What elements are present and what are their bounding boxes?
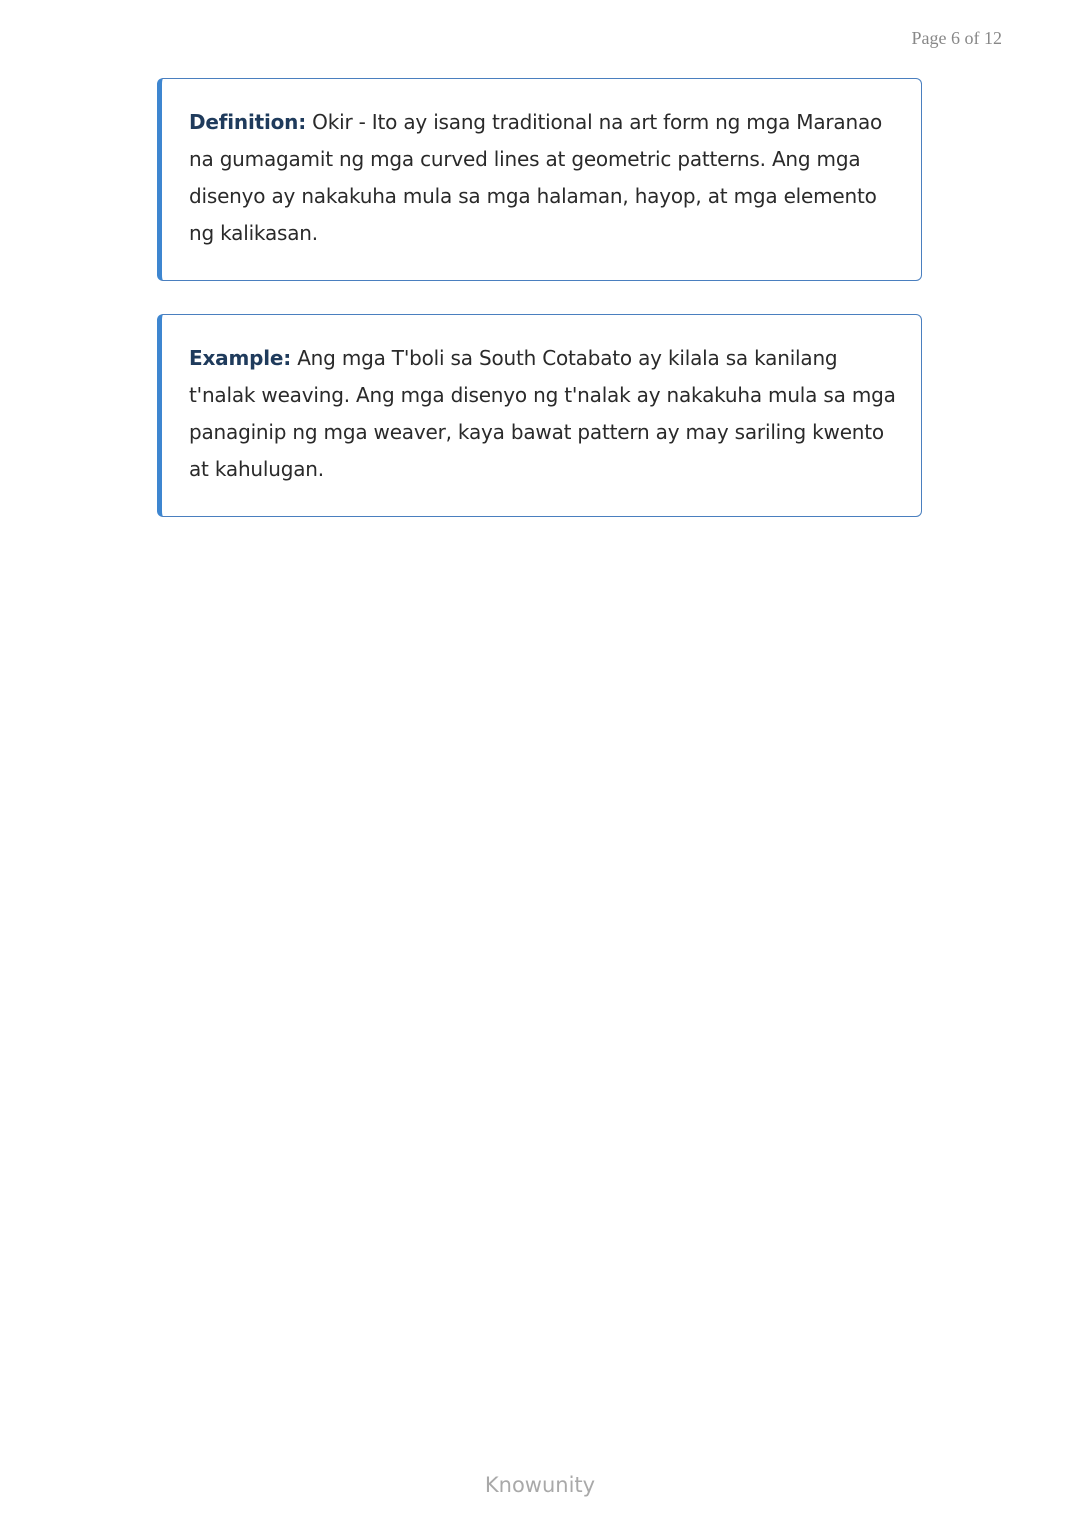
- page-number: Page 6 of 12: [911, 28, 1002, 48]
- example-body: Ang mga T'boli sa South Cotabato ay kilala sa kanilang t'nalak weaving. Ang mga disenyo ng t'nalak ay nakakuha mula sa mga panaginip ng mga weaver, kaya bawat pattern ay may sariling kwento at kahulugan.: [189, 346, 896, 481]
- definition-box: [157, 78, 922, 281]
- example-box: [157, 314, 922, 517]
- definition-label: Definition:: [189, 110, 307, 134]
- example-text: [189, 340, 897, 488]
- footer-brand-logo: Knowunity: [484, 1473, 596, 1497]
- definition-body: Okir - Ito ay isang traditional na art form ng mga Maranao na gumagamit ng mga curved lines at geometric patterns. Ang mga disenyo ay nakakuha mula sa mga halaman, hayop, at mga elemento ng kalikasan.: [189, 110, 883, 245]
- definition-text: [189, 104, 897, 252]
- example-label: Example:: [189, 346, 292, 370]
